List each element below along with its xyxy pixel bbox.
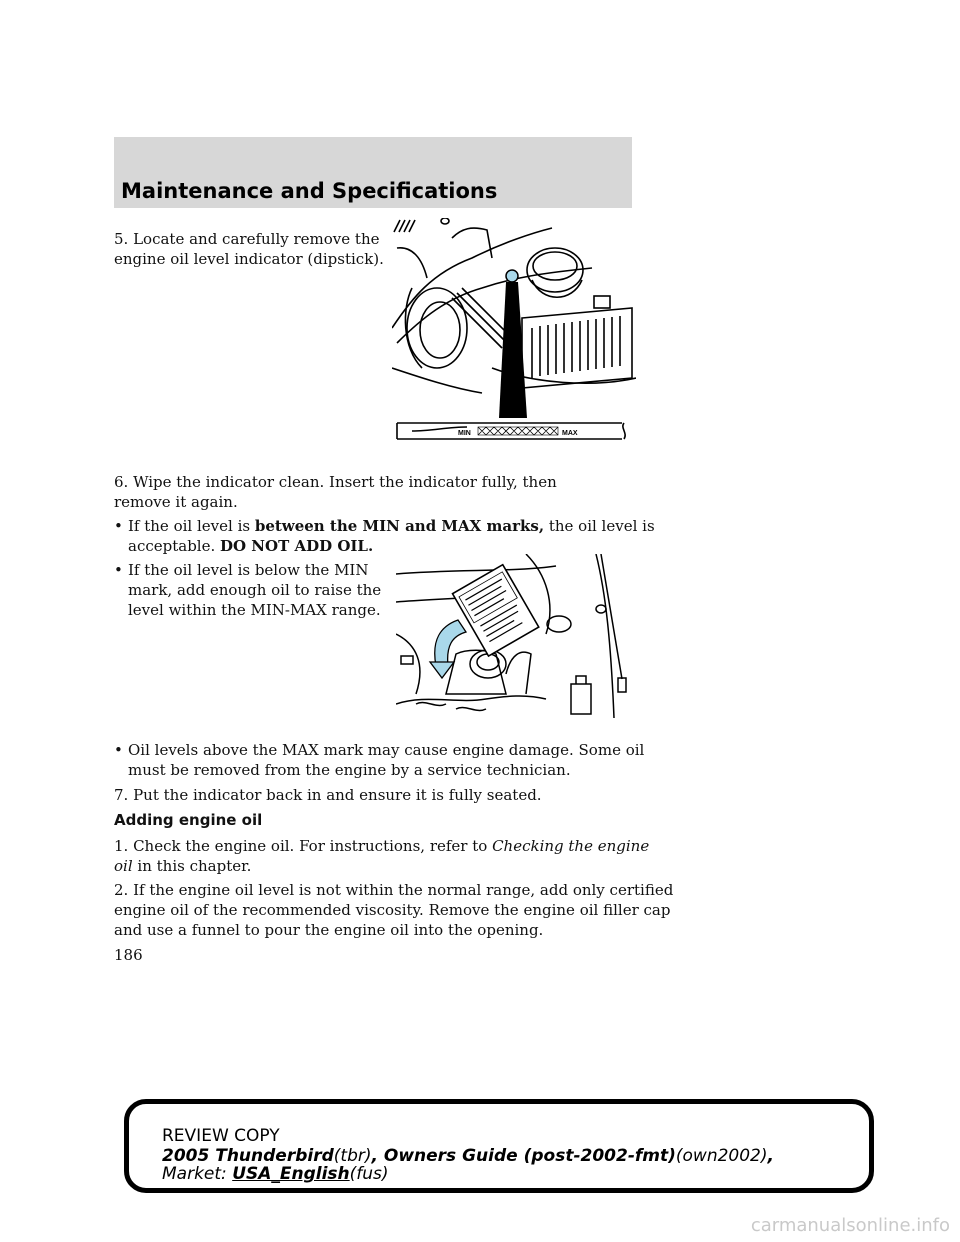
bullet-1-line-1 <box>128 516 655 536</box>
adding-step-2-line-2: engine oil of the recommended viscosity. Remove the engine oil filler cap <box>114 901 671 919</box>
step-6: 6. Wipe the indicator clean. Insert the indicator fully, then remove it again. <box>114 473 557 511</box>
adding-step-1-line-2 <box>114 856 251 876</box>
add-oil-illustration <box>396 554 628 718</box>
guide-name: , Owners Guide (post-2002-fmt) <box>371 1146 676 1166</box>
adding-step-2-line-1: 2. If the engine oil level is not within the normal range, add only certified <box>114 881 674 899</box>
bullet-marker: • <box>114 741 123 759</box>
step-5-line-2: engine oil level indicator (dipstick). <box>114 250 384 268</box>
vehicle-code: (tbr) <box>333 1146 372 1166</box>
cross-reference: Checking the engine <box>492 837 650 855</box>
page-number: 186 <box>114 946 143 964</box>
market-value: USA_English <box>232 1164 350 1184</box>
adding-step-1-text: 1. Check the engine oil. For instructions, refer to <box>114 837 493 855</box>
watermark: carmanualsonline.info <box>750 1215 950 1236</box>
market-code: (fus) <box>349 1164 389 1184</box>
min-label: MIN <box>458 430 471 437</box>
bullet-1-warning: DO NOT ADD OIL. <box>220 537 374 555</box>
bullet-3-line-2: must be removed from the engine by a service technician. <box>128 761 571 779</box>
section-title: Maintenance and Specifications <box>121 179 498 203</box>
adding-step-2-line-3: and use a funnel to pour the engine oil into the opening. <box>114 921 544 939</box>
max-label: MAX <box>562 430 578 437</box>
cross-reference-end: oil <box>114 857 133 875</box>
separator: , <box>767 1146 774 1166</box>
bullet-2-line-3: level within the MIN-MAX range. <box>128 601 381 619</box>
dipstick-illustration <box>392 218 636 450</box>
review-copy-label: REVIEW COPY <box>162 1126 280 1146</box>
review-copy-market-line <box>162 1164 389 1184</box>
bullet-3-line-1: Oil levels above the MAX mark may cause engine damage. Some oil <box>128 741 645 759</box>
bullet-1-text-end: the oil level is <box>544 517 655 535</box>
bullet-1-text: If the oil level is <box>128 517 255 535</box>
adding-oil-heading: Adding engine oil <box>114 811 263 829</box>
step-5-line-1: 5. Locate and carefully remove the <box>114 230 380 248</box>
bullet-1-text-2: acceptable. <box>128 537 221 555</box>
bullet-1-line-2 <box>128 536 373 556</box>
bullet-2-line-1: If the oil level is below the MIN <box>128 561 369 579</box>
bullet-1-emphasis: between the MIN and MAX marks, <box>254 517 545 535</box>
review-copy-title-line <box>162 1146 774 1166</box>
adding-step-1-text-end: in this chapter. <box>132 857 252 875</box>
step-7: 7. Put the indicator back in and ensure it is fully seated. <box>114 786 542 804</box>
bullet-2-line-2: mark, add enough oil to raise the <box>128 581 382 599</box>
market-label: Market: <box>162 1164 233 1184</box>
guide-code: (own2002) <box>675 1146 768 1166</box>
adding-step-1-line-1 <box>114 836 649 856</box>
vehicle-name: 2005 Thunderbird <box>162 1146 334 1166</box>
bullet-marker: • <box>114 517 123 535</box>
bullet-marker: • <box>114 561 123 579</box>
